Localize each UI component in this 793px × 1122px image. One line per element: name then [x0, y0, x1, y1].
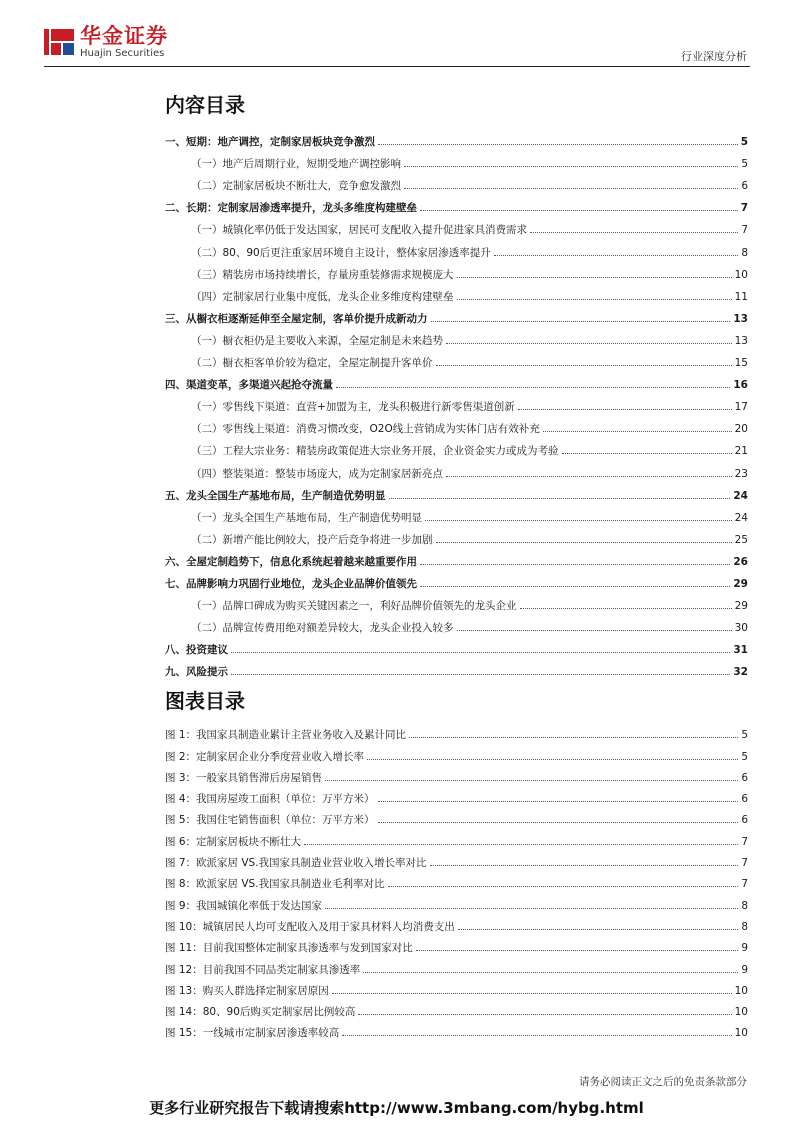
entry-title: 三、从橱衣柜逐渐延伸至全屋定制，客单价提升成新动力 [165, 312, 428, 325]
page-number: 24 [733, 489, 748, 502]
toc-entry[interactable] [165, 436, 748, 458]
page-number: 20 [734, 423, 748, 436]
figure-entry[interactable] [165, 849, 748, 870]
toc-entry[interactable] [165, 260, 748, 282]
dot-leader [562, 453, 732, 454]
entry-title: 图 3：一般家具销售滞后房屋销售 [165, 771, 323, 784]
dot-leader [304, 844, 738, 845]
promo-link[interactable]: 更多行业研究报告下载请搜索http://www.3mbang.com/hybg.html [149, 1099, 644, 1117]
toc-list [165, 127, 748, 679]
page-number: 8 [741, 920, 748, 933]
page-number: 32 [733, 666, 748, 679]
dot-leader [543, 431, 732, 432]
dot-leader [520, 608, 732, 609]
page-number: 10 [734, 1027, 748, 1040]
toc-entry[interactable] [165, 481, 748, 503]
dot-leader [457, 630, 732, 631]
page-number: 15 [734, 357, 748, 370]
entry-title: 二、长期：定制家居渗透率提升，龙头多维度构建壁垒 [165, 202, 417, 215]
toc-title: 内容目录 [165, 93, 245, 117]
page-number: 10 [734, 984, 748, 997]
dot-leader [431, 321, 731, 322]
figure-entry[interactable] [165, 913, 748, 934]
toc-entry[interactable] [165, 503, 748, 525]
page-number: 5 [741, 158, 748, 171]
figures-title: 图表目录 [165, 689, 245, 713]
page-number: 8 [741, 899, 748, 912]
entry-title: （四）定制家居行业集中度低，龙头企业多维度构建壁垒 [191, 290, 454, 303]
dot-leader [358, 1014, 731, 1015]
figure-entry[interactable] [165, 955, 748, 976]
dot-leader [458, 929, 739, 930]
entry-title: 九、风险提示 [165, 666, 228, 679]
entry-title: （一）零售线下渠道：直营+加盟为主，龙头积极进行新零售渠道创新 [191, 401, 515, 414]
dot-leader [430, 865, 739, 866]
toc-entry[interactable] [165, 591, 748, 613]
figure-entry[interactable] [165, 934, 748, 955]
figure-entry[interactable] [165, 891, 748, 912]
entry-title: 图 14：80、90后购买定制家居比例较高 [165, 1006, 356, 1019]
entry-title: 六、全屋定制趋势下，信息化系统起着越来越重要作用 [165, 555, 417, 568]
page-number: 30 [734, 622, 748, 635]
dot-leader [336, 387, 730, 388]
page-number: 7 [741, 835, 748, 848]
dot-leader [363, 972, 738, 973]
page-number: 7 [740, 202, 748, 215]
toc-entry[interactable] [165, 525, 748, 547]
entry-title: （四）整装渠道：整装市场庞大，成为定制家居新亮点 [191, 467, 443, 480]
dot-leader [404, 188, 738, 189]
entry-title: 图 1：我国家具制造业累计主营业务收入及累计同比 [165, 729, 407, 742]
dot-leader [378, 144, 738, 145]
page-number: 26 [733, 555, 748, 568]
entry-title: （一）城镇化率仍低于发达国家，居民可支配收入提升促进家具消费需求 [191, 224, 527, 237]
entry-title: （一）龙头全国生产基地布局，生产制造优势明显 [191, 511, 422, 524]
dot-leader [416, 950, 739, 951]
page-number: 31 [733, 644, 748, 657]
toc-entry[interactable] [165, 326, 748, 348]
dot-leader [420, 210, 738, 211]
figure-entry[interactable] [165, 998, 748, 1019]
dot-leader [325, 908, 738, 909]
dot-leader [409, 737, 738, 738]
toc-entry[interactable] [165, 547, 748, 569]
page-number: 9 [741, 942, 748, 955]
dot-leader [457, 277, 732, 278]
entry-title: 八、投资建议 [165, 644, 228, 657]
toc-entry[interactable] [165, 215, 748, 237]
page-number: 6 [741, 793, 748, 806]
dot-leader [457, 299, 732, 300]
toc-entry[interactable] [165, 657, 748, 679]
page-number: 23 [734, 467, 748, 480]
page-number: 8 [741, 246, 748, 259]
report-type-label: 行业深度分析 [681, 50, 747, 63]
entry-title: （二）橱衣柜客单价较为稳定，全屋定制提升客单价 [191, 357, 433, 370]
dot-leader [425, 520, 732, 521]
entry-title: 图 10：城镇居民人均可支配收入及用于家具材料人均消费支出 [165, 920, 455, 933]
figure-entry[interactable] [165, 870, 748, 891]
page-number: 7 [741, 878, 748, 891]
toc-entry[interactable] [165, 414, 748, 436]
entry-title: 图 13：购买人群选择定制家居原因 [165, 984, 329, 997]
entry-title: 图 7：欧派家居 VS.我国家具制造业营业收入增长率对比 [165, 857, 427, 870]
figures-list [165, 721, 748, 1040]
toc-entry[interactable] [165, 149, 748, 171]
brand-name-en: Huajin Securities [80, 48, 165, 59]
toc-entry[interactable] [165, 370, 748, 392]
figure-entry[interactable] [165, 764, 748, 785]
entry-title: 图 5：我国住宅销售面积（单位：万平方米） [165, 814, 375, 827]
page-number: 5 [740, 136, 748, 149]
disclaimer-note: 请务必阅读正文之后的免责条款部分 [579, 1076, 747, 1088]
dot-leader [494, 255, 739, 256]
entry-title: （一）品牌口碑成为购买关键因素之一，利好品牌价值领先的龙头企业 [191, 600, 517, 613]
dot-leader [530, 232, 738, 233]
entry-title: （二）80、90后更注重家居环境自主设计，整体家居渗透率提升 [191, 246, 491, 259]
page-number: 21 [734, 445, 748, 458]
page-number: 5 [741, 729, 748, 742]
toc-entry[interactable] [165, 127, 748, 149]
dot-leader [388, 886, 739, 887]
entry-title: （二）新增产能比例较大，投产后竞争将进一步加剧 [191, 533, 433, 546]
page-number: 7 [741, 224, 748, 237]
page-header [0, 0, 793, 70]
page-number: 5 [741, 750, 748, 763]
entry-title: （一）橱衣柜仍是主要收入来源，全屋定制是未来趋势 [191, 334, 443, 347]
dot-leader [378, 801, 739, 802]
toc-entry[interactable] [165, 392, 748, 414]
entry-title: （二）定制家居板块不断壮大，竞争愈发激烈 [191, 180, 401, 193]
dot-leader [367, 759, 738, 760]
entry-title: 七、品牌影响力巩固行业地位，龙头企业品牌价值领先 [165, 577, 417, 590]
toc-entry[interactable] [165, 171, 748, 193]
figure-entry[interactable] [165, 1019, 748, 1040]
page-number: 9 [741, 963, 748, 976]
page-number: 16 [733, 379, 748, 392]
toc-entry[interactable] [165, 613, 748, 635]
page-number: 7 [741, 857, 748, 870]
dot-leader [231, 674, 730, 675]
page-number: 13 [733, 312, 748, 325]
figure-entry[interactable] [165, 806, 748, 827]
dot-leader [389, 498, 731, 499]
page-number: 29 [734, 600, 748, 613]
figure-entry[interactable] [165, 742, 748, 763]
dot-leader [420, 586, 730, 587]
entry-title: 图 12：目前我国不同品类定制家具渗透率 [165, 963, 361, 976]
page-number: 29 [733, 577, 748, 590]
dot-leader [325, 780, 738, 781]
page-number: 6 [741, 771, 748, 784]
toc-entry[interactable] [165, 304, 748, 326]
dot-leader [436, 365, 732, 366]
page-number: 11 [734, 290, 748, 303]
toc-entry[interactable] [165, 282, 748, 304]
page-number: 10 [734, 1006, 748, 1019]
entry-title: 图 11：目前我国整体定制家具渗透率与发到国家对比 [165, 942, 413, 955]
entry-title: （一）地产后周期行业，短期受地产调控影响 [191, 158, 401, 171]
entry-title: （三）精装房市场持续增长，存量房重装修需求规模庞大 [191, 268, 454, 281]
dot-leader [446, 476, 732, 477]
dot-leader [342, 1035, 731, 1036]
page-number: 17 [734, 401, 748, 414]
entry-title: 五、龙头全国生产基地布局，生产制造优势明显 [165, 489, 386, 502]
brand-name-cn: 华金证券 [80, 24, 168, 48]
toc-entry[interactable] [165, 348, 748, 370]
page-number: 25 [734, 533, 748, 546]
toc-entry[interactable] [165, 569, 748, 591]
toc-entry[interactable] [165, 237, 748, 259]
entry-title: （二）品牌宣传费用绝对额差异较大，龙头企业投入较多 [191, 622, 454, 635]
dot-leader [378, 822, 739, 823]
dot-leader [436, 542, 732, 543]
entry-title: 图 9：我国城镇化率低于发达国家 [165, 899, 323, 912]
toc-entry[interactable] [165, 193, 748, 215]
entry-title: 一、短期：地产调控，定制家居板块竞争激烈 [165, 136, 375, 149]
header-divider [44, 66, 750, 67]
page-number: 13 [734, 334, 748, 347]
entry-title: 四、渠道变革，多渠道兴起抢夺流量 [165, 379, 333, 392]
figure-entry[interactable] [165, 785, 748, 806]
toc-entry[interactable] [165, 635, 748, 657]
entry-title: 图 4：我国房屋竣工面积（单位：万平方米） [165, 793, 375, 806]
figure-entry[interactable] [165, 827, 748, 848]
figure-entry[interactable] [165, 977, 748, 998]
toc-entry[interactable] [165, 458, 748, 480]
huajin-logo-icon [44, 27, 74, 57]
dot-leader [332, 993, 732, 994]
figure-entry[interactable] [165, 721, 748, 742]
entry-title: 图 6：定制家居板块不断壮大 [165, 835, 302, 848]
entry-title: 图 15：一线城市定制家居渗透率较高 [165, 1027, 340, 1040]
page-number: 24 [734, 511, 748, 524]
page-number: 10 [734, 268, 748, 281]
entry-title: 图 8：欧派家居 VS.我国家具制造业毛利率对比 [165, 878, 385, 891]
entry-title: （二）零售线上渠道：消费习惯改变，O2O线上营销成为实体门店有效补充 [191, 423, 540, 436]
dot-leader [446, 343, 732, 344]
page-number: 6 [741, 180, 748, 193]
dot-leader [420, 564, 730, 565]
page-number: 6 [741, 814, 748, 827]
dot-leader [518, 409, 732, 410]
dot-leader [404, 166, 738, 167]
entry-title: 图 2：定制家居企业分季度营业收入增长率 [165, 750, 365, 763]
entry-title: （三）工程大宗业务：精装房政策促进大宗业务开展，企业资金实力或成为考验 [191, 445, 559, 458]
dot-leader [231, 652, 730, 653]
